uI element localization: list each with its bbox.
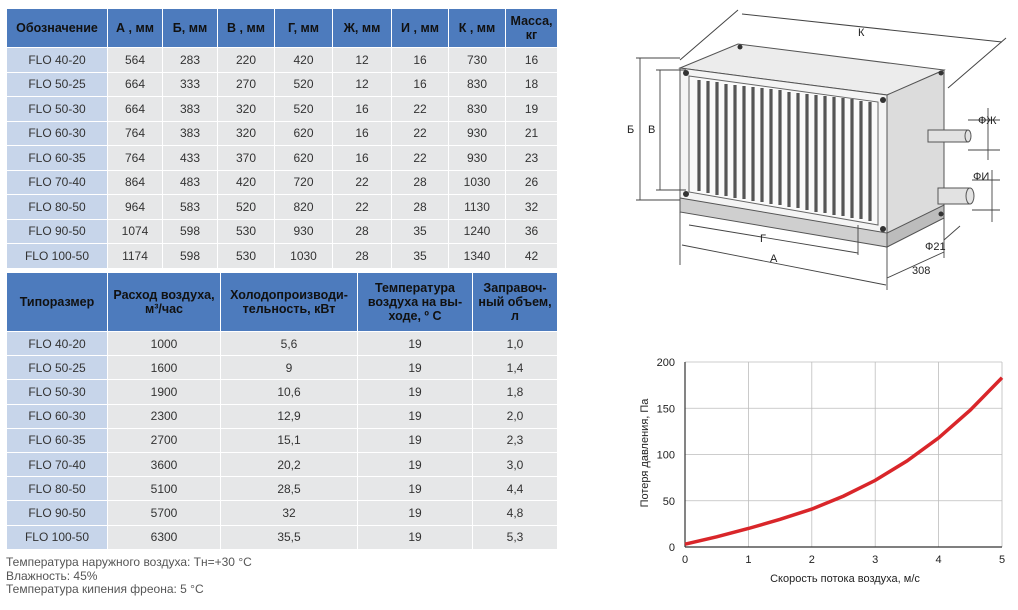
table-cell: 620	[275, 121, 333, 146]
table-cell: 220	[218, 48, 275, 73]
table-cell: 35	[392, 244, 449, 269]
table-cell: 1030	[449, 170, 506, 195]
table-cell: 530	[218, 244, 275, 269]
table-cell: 820	[275, 195, 333, 220]
table-cell: 1600	[108, 356, 221, 380]
table-cell: 720	[275, 170, 333, 195]
conditions-notes	[6, 556, 252, 597]
y-tick-label: 0	[668, 542, 675, 554]
table-cell: 664	[108, 72, 163, 97]
table-cell: 12	[333, 72, 392, 97]
table-row	[7, 452, 558, 476]
dimensions-table	[6, 8, 558, 269]
model-cell: FLO 40-20	[7, 332, 108, 356]
table-cell: 42	[506, 244, 558, 269]
pressure-drop-chart	[630, 350, 1018, 590]
table-cell: 3,0	[473, 452, 558, 476]
table-cell: 4,4	[473, 477, 558, 501]
table-cell: 22	[392, 121, 449, 146]
table-cell: 420	[218, 170, 275, 195]
table-row	[7, 48, 558, 73]
table-cell: 10,6	[221, 380, 358, 404]
col-header: Типоразмер	[7, 273, 108, 332]
table-cell: 28	[333, 244, 392, 269]
table-cell: 22	[392, 97, 449, 122]
table-cell: 830	[449, 72, 506, 97]
table-row	[7, 428, 558, 452]
dim-label-zh: ФЖ	[978, 115, 997, 127]
table-cell: 16	[333, 121, 392, 146]
table-cell: 1000	[108, 332, 221, 356]
model-cell: FLO 80-50	[7, 195, 108, 220]
table-cell: 19	[358, 428, 473, 452]
x-axis-label: Скорость потока воздуха, м/с	[770, 573, 920, 585]
col-header: Заправоч-ный объем, л	[473, 273, 558, 332]
table-cell: 6300	[108, 525, 221, 549]
table-row	[7, 72, 558, 97]
model-cell: FLO 50-25	[7, 72, 108, 97]
table-row	[7, 404, 558, 428]
table-cell: 930	[449, 121, 506, 146]
x-tick-label: 2	[808, 554, 815, 566]
dim-label-308: 308	[912, 265, 931, 277]
y-axis-label: Потеря давления, Па	[639, 398, 651, 508]
table-cell: 21	[506, 121, 558, 146]
table-cell: 9	[221, 356, 358, 380]
table-cell: 598	[163, 219, 218, 244]
table-cell: 5,6	[221, 332, 358, 356]
table-cell: 1130	[449, 195, 506, 220]
y-tick-label: 200	[656, 357, 675, 369]
table-cell: 20,2	[221, 452, 358, 476]
dim-label-v: В	[648, 124, 656, 136]
table-cell: 26	[506, 170, 558, 195]
table-cell: 1900	[108, 380, 221, 404]
table-cell: 19	[358, 404, 473, 428]
performance-header-row	[7, 273, 558, 332]
dim-label-a: А	[770, 253, 778, 265]
table-cell: 28,5	[221, 477, 358, 501]
table-cell: 35	[392, 219, 449, 244]
table-cell: 620	[275, 146, 333, 171]
table-cell: 433	[163, 146, 218, 171]
table-cell: 270	[218, 72, 275, 97]
col-header: Холодопроизводи-тельность, кВт	[221, 273, 358, 332]
note-freon-temp: Температура кипения фреона: 5 °С	[6, 582, 204, 596]
x-tick-label: 0	[681, 554, 689, 566]
cooler-drawing	[600, 0, 1018, 300]
table-cell: 19	[358, 356, 473, 380]
model-cell: FLO 100-50	[7, 244, 108, 269]
table-cell: 930	[275, 219, 333, 244]
table-cell: 12	[333, 48, 392, 73]
table-cell: 420	[275, 48, 333, 73]
table-cell: 664	[108, 97, 163, 122]
table-cell: 383	[163, 97, 218, 122]
table-cell: 2,3	[473, 428, 558, 452]
table-cell: 19	[506, 97, 558, 122]
model-cell: FLO 40-20	[7, 48, 108, 73]
table-cell: 22	[392, 146, 449, 171]
table-row	[7, 146, 558, 171]
table-cell: 1030	[275, 244, 333, 269]
table-cell: 520	[275, 97, 333, 122]
table-row	[7, 195, 558, 220]
dim-label-b: Б	[627, 124, 635, 136]
table-cell: 15,1	[221, 428, 358, 452]
x-tick-label: 4	[935, 554, 942, 566]
table-cell: 730	[449, 48, 506, 73]
table-cell: 564	[108, 48, 163, 73]
table-cell: 5,3	[473, 525, 558, 549]
table-cell: 19	[358, 452, 473, 476]
table-cell: 16	[333, 97, 392, 122]
col-header: Обозначение	[7, 9, 108, 48]
table-cell: 16	[333, 146, 392, 171]
model-cell: FLO 50-30	[7, 97, 108, 122]
table-cell: 764	[108, 146, 163, 171]
table-row	[7, 501, 558, 525]
table-cell: 583	[163, 195, 218, 220]
table-cell: 32	[221, 501, 358, 525]
table-cell: 1,8	[473, 380, 558, 404]
table-cell: 23	[506, 146, 558, 171]
table-cell: 22	[333, 170, 392, 195]
col-header: К , мм	[449, 9, 506, 48]
table-cell: 32	[506, 195, 558, 220]
table-cell: 12,9	[221, 404, 358, 428]
table-cell: 28	[392, 195, 449, 220]
x-tick-label: 1	[745, 554, 752, 566]
table-cell: 1,0	[473, 332, 558, 356]
model-cell: FLO 60-35	[7, 146, 108, 171]
table-cell: 2300	[108, 404, 221, 428]
table-cell: 16	[506, 48, 558, 73]
table-cell: 1074	[108, 219, 163, 244]
col-header: Температура воздуха на вы-ходе, º С	[358, 273, 473, 332]
model-cell: FLO 50-25	[7, 356, 108, 380]
table-cell: 964	[108, 195, 163, 220]
table-cell: 530	[218, 219, 275, 244]
table-cell: 1174	[108, 244, 163, 269]
dim-label-i: ФИ	[973, 171, 990, 183]
table-cell: 2700	[108, 428, 221, 452]
dimensions-header-row	[7, 9, 558, 48]
table-row	[7, 380, 558, 404]
table-row	[7, 97, 558, 122]
note-humidity: Влажность: 45%	[6, 568, 98, 583]
table-cell: 35,5	[221, 525, 358, 549]
table-cell: 320	[218, 97, 275, 122]
table-cell: 19	[358, 525, 473, 549]
col-header: В , мм	[218, 9, 275, 48]
table-cell: 5100	[108, 477, 221, 501]
table-row	[7, 244, 558, 269]
model-cell: FLO 70-40	[7, 170, 108, 195]
note-outdoor-temp: Температура наружного воздуха: Tн=+30 °С	[6, 555, 252, 569]
pipe-lower	[938, 188, 970, 204]
table-cell: 28	[392, 170, 449, 195]
model-cell: FLO 70-40	[7, 452, 108, 476]
col-header: Г, мм	[275, 9, 333, 48]
model-cell: FLO 100-50	[7, 525, 108, 549]
col-header: Б, мм	[163, 9, 218, 48]
table-row	[7, 356, 558, 380]
table-row	[7, 170, 558, 195]
table-cell: 28	[333, 219, 392, 244]
table-cell: 283	[163, 48, 218, 73]
table-row	[7, 219, 558, 244]
table-cell: 1340	[449, 244, 506, 269]
model-cell: FLO 60-35	[7, 428, 108, 452]
model-cell: FLO 80-50	[7, 477, 108, 501]
table-cell: 320	[218, 121, 275, 146]
chart-grid	[685, 362, 1002, 547]
model-cell: FLO 90-50	[7, 219, 108, 244]
performance-table	[6, 272, 558, 550]
col-header: Расход воздуха, м³/час	[108, 273, 221, 332]
table-cell: 18	[506, 72, 558, 97]
col-header: Ж, мм	[333, 9, 392, 48]
table-cell: 19	[358, 380, 473, 404]
y-tick-label: 150	[656, 403, 675, 416]
table-cell: 19	[358, 501, 473, 525]
x-tick-label: 3	[872, 554, 879, 566]
x-tick-label: 5	[998, 554, 1006, 566]
table-cell: 3600	[108, 452, 221, 476]
model-cell: FLO 90-50	[7, 501, 108, 525]
table-cell: 383	[163, 121, 218, 146]
table-cell: 598	[163, 244, 218, 269]
table-cell: 4,8	[473, 501, 558, 525]
table-cell: 36	[506, 219, 558, 244]
table-row	[7, 121, 558, 146]
table-row	[7, 477, 558, 501]
table-cell: 1,4	[473, 356, 558, 380]
table-cell: 333	[163, 72, 218, 97]
y-tick-label: 50	[662, 495, 675, 508]
table-cell: 520	[218, 195, 275, 220]
table-cell: 5700	[108, 501, 221, 525]
table-cell: 16	[392, 48, 449, 73]
table-cell: 22	[333, 195, 392, 220]
dim-label-d21: Ф21	[925, 241, 946, 253]
table-cell: 1240	[449, 219, 506, 244]
table-row	[7, 332, 558, 356]
model-cell: FLO 50-30	[7, 380, 108, 404]
dim-label-k: К	[858, 27, 865, 39]
series-line	[685, 378, 1002, 545]
table-cell: 520	[275, 72, 333, 97]
table-cell: 864	[108, 170, 163, 195]
model-cell: FLO 60-30	[7, 121, 108, 146]
table-cell: 483	[163, 170, 218, 195]
col-header: И , мм	[392, 9, 449, 48]
table-cell: 830	[449, 97, 506, 122]
col-header: А , мм	[108, 9, 163, 48]
table-cell: 19	[358, 332, 473, 356]
table-cell: 16	[392, 72, 449, 97]
table-row	[7, 525, 558, 549]
table-cell: 764	[108, 121, 163, 146]
pipe-upper	[928, 130, 968, 142]
table-cell: 930	[449, 146, 506, 171]
table-cell: 2,0	[473, 404, 558, 428]
table-cell: 370	[218, 146, 275, 171]
dim-label-g: Г	[760, 233, 766, 245]
col-header: Масса, кг	[506, 9, 558, 48]
table-cell: 19	[358, 477, 473, 501]
y-tick-label: 100	[656, 449, 675, 462]
model-cell: FLO 60-30	[7, 404, 108, 428]
